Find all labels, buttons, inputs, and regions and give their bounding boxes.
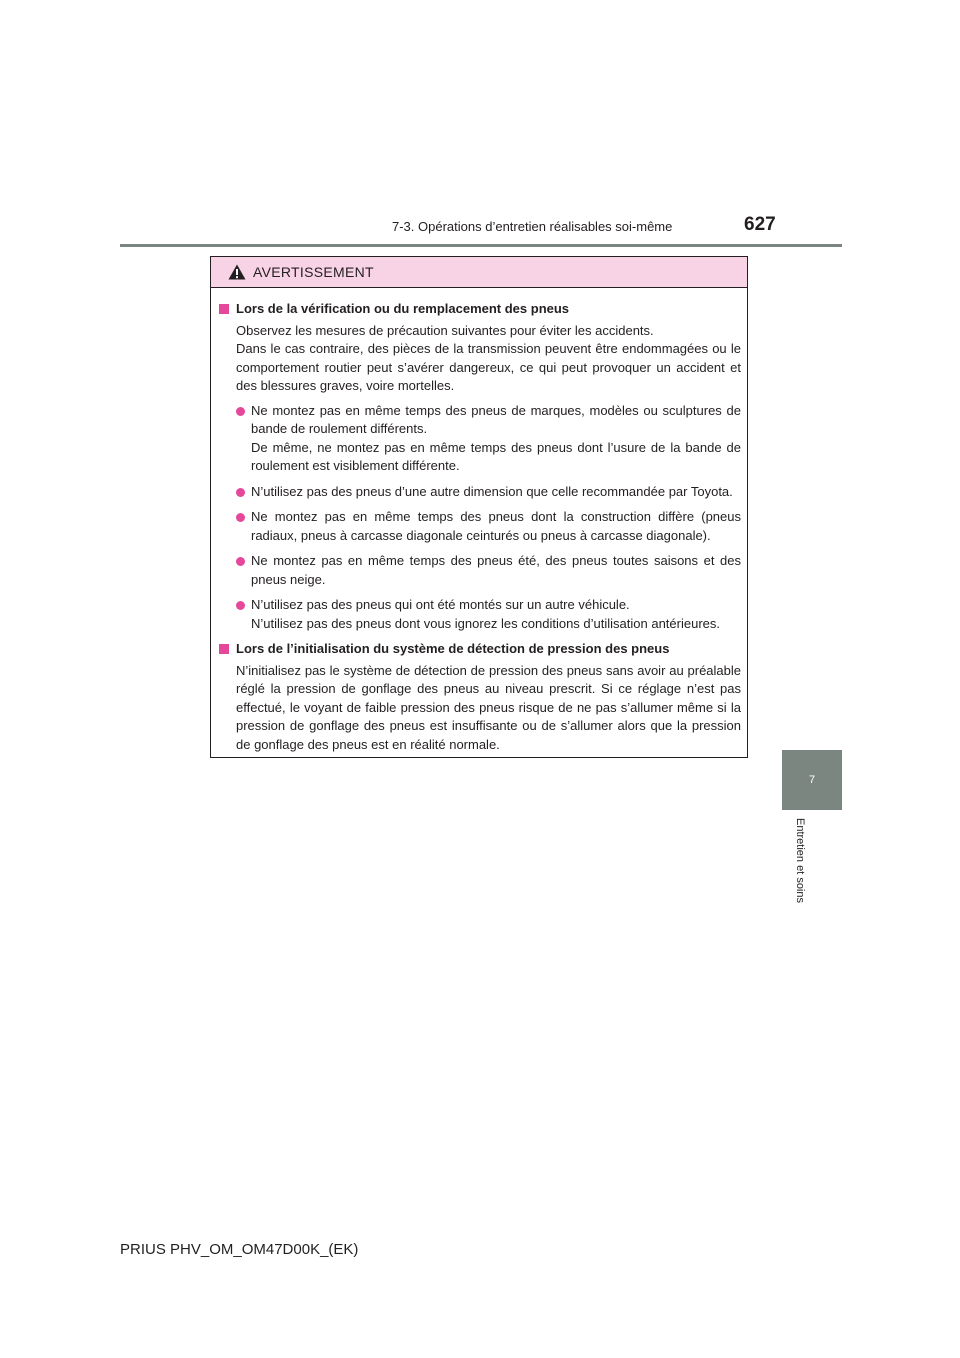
section-title: [219, 300, 741, 319]
list-item-text: [251, 552, 741, 589]
list-item: [219, 508, 741, 545]
document-code: PRIUS PHV_OM_OM47D00K_(EK): [120, 1241, 359, 1258]
square-bullet-icon: [219, 304, 229, 314]
warning-box: [210, 256, 748, 758]
list-item-line: N’utilisez pas des pneus dont vous ignorez les conditions d’utilisation antérieures.: [251, 615, 720, 631]
section-title-text: Lors de l’initialisation du système de détection de pression des pneus: [236, 641, 670, 656]
chapter-tab[interactable]: 7: [782, 750, 842, 810]
page-number: 627: [744, 214, 776, 235]
paragraph-line: Dans le cas contraire, des pièces de la transmission peuvent être endommagées ou le comportement routier peut s’avérer dangereux, ce qui peut provoquer un accident et des blessures graves, voire mortelles.: [236, 341, 741, 393]
list-item: [219, 552, 741, 589]
round-bullet-icon: [236, 488, 245, 497]
warning-body: [211, 288, 747, 754]
round-bullet-icon: [236, 601, 245, 610]
list-item-text: [251, 483, 741, 502]
square-bullet-icon: [219, 644, 229, 654]
list-item-text: [251, 596, 741, 633]
list-item-line: N’utilisez pas des pneus qui ont été montés sur un autre véhicule.: [251, 597, 630, 612]
warning-header: [211, 257, 747, 288]
round-bullet-icon: [236, 557, 245, 566]
section-paragraph: [219, 322, 741, 396]
paragraph-line: N’initialisez pas le système de détection de pression des pneus sans avoir au préalable réglé la pression de gonflage des pneus au niveau prescrit. Si ce réglage n’est pas effectué, le voyant de faible pression des pneus risque de ne pas s’allumer même si la pression de gonflage des pneus est insuffisante ou de s’allumer alors que la pression de gonflage des pneus est en réalité normale.: [236, 662, 741, 752]
list-item-text: [251, 508, 741, 545]
list-item-text: [251, 402, 741, 476]
list-item: [219, 483, 741, 502]
header-rule: [120, 244, 842, 247]
list-item-line: Ne montez pas en même temps des pneus été, des pneus toutes saisons et des pneus neige.: [251, 553, 741, 587]
list-item-line: Ne montez pas en même temps des pneus de marques, modèles ou sculptures de bande de roulement différents.: [251, 402, 741, 436]
round-bullet-icon: [236, 407, 245, 416]
warning-section: [219, 300, 741, 633]
list-item-line: Ne montez pas en même temps des pneus dont la construction diffère (pneus radiaux, pneus à carcasse diagonale ceinturés ou pneus à carcasse diagonale).: [251, 509, 741, 543]
warning-title: AVERTISSEMENT: [253, 264, 374, 280]
paragraph-line: Observez les mesures de précaution suivantes pour éviter les accidents.: [236, 322, 654, 338]
warning-section: [219, 640, 741, 754]
list-item: [219, 402, 741, 476]
warning-triangle-icon: [228, 264, 246, 280]
header-section-title: 7-3. Opérations d’entretien réalisables soi-même: [392, 219, 673, 234]
list-item: [219, 596, 741, 633]
list-item-line: N’utilisez pas des pneus d’une autre dimension que celle recommandée par Toyota.: [251, 483, 733, 499]
section-paragraph: [219, 662, 741, 755]
chapter-label: Entretien et soins: [794, 818, 806, 903]
section-title: [219, 640, 741, 659]
list-item-line: De même, ne montez pas en même temps des pneus dont l’usure de la bande de roulement est visiblement différente.: [251, 439, 741, 473]
round-bullet-icon: [236, 513, 245, 522]
section-title-text: Lors de la vérification ou du remplacement des pneus: [236, 301, 570, 316]
